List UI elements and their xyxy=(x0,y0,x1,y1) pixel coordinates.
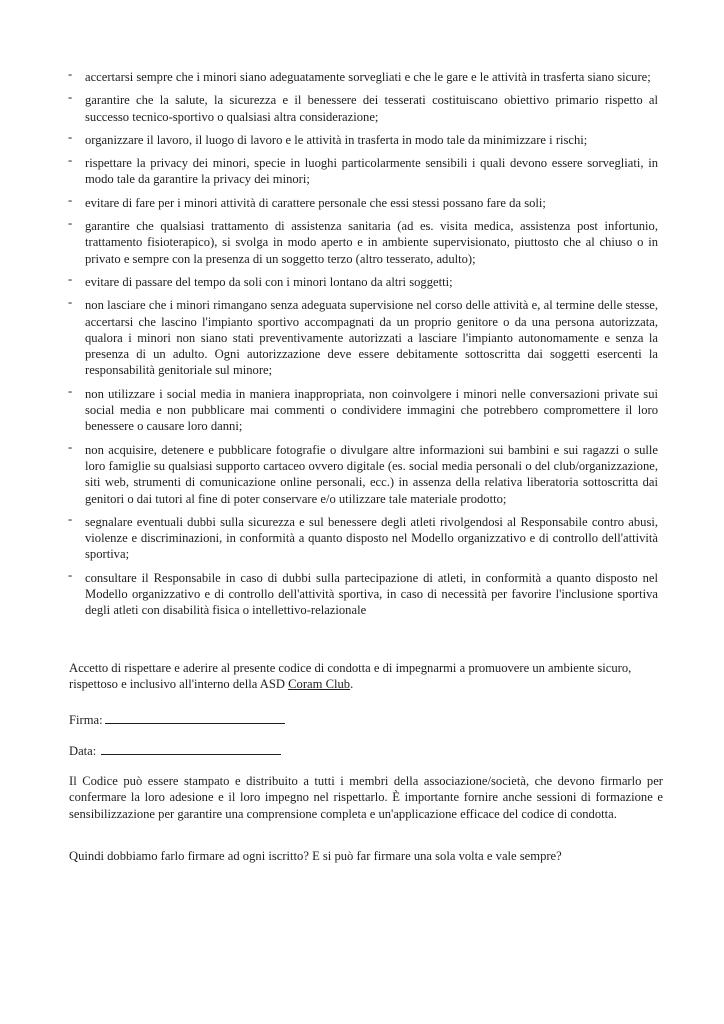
rule-text: non utilizzare i social media in maniera inappropriata, non coinvolgere i minori nelle conversazioni private sui social media e non pubblicare mai commenti o condividere immagini che potrebbero compromettere il loro benessere o causare loro danni; xyxy=(85,386,658,434)
closing-paragraph: Il Codice può essere stampato e distribuito a tutti i membri della associazione/società, che devono firmarlo per confermare la loro adesione e il loro impegno nel rispettarlo. È importante fornire anche sessioni di formazione e sensibilizzazione per garantire una comprensione completa e un'applicazione efficace del codice di condotta. xyxy=(69,774,663,821)
bullet-dash: - xyxy=(68,439,73,454)
rule-text: evitare di passare del tempo da soli con i minori lontano da altri soggetti; xyxy=(85,274,453,289)
rule-text: non acquisire, detenere e pubblicare fotografie o divulgare altre informazioni sui bambini e sui ragazzi o sulle loro famiglie su qualsiasi supporto cartaceo ovvero digitale (es. social media personali o del club/organizzazione, siti web, strumenti di comunicazione online personali, ecc.) in assenza della relativa liberatoria sottoscritta dai genitori o dai tutori al fine di poter conservare e/o utilizzare tale materiale prodotto; xyxy=(85,442,658,506)
acceptance-text: Accetto di rispettare e aderire al presente codice di condotta e di impegnarmi a promuovere un ambiente sicuro, rispettoso e inclusivo all'interno della ASD xyxy=(69,661,632,692)
bullet-dash: - xyxy=(68,192,73,207)
signature-field xyxy=(69,711,285,728)
acceptance-end: . xyxy=(350,677,354,692)
list-item xyxy=(68,129,658,148)
list-item xyxy=(68,271,658,290)
bullet-dash: - xyxy=(68,153,73,168)
bullet-dash: - xyxy=(68,567,73,582)
list-item xyxy=(68,155,658,188)
list-item xyxy=(68,567,658,619)
signature-line xyxy=(105,711,285,724)
date-line xyxy=(101,742,281,755)
conduct-rules-list xyxy=(68,69,658,626)
bullet-dash: - xyxy=(68,271,73,286)
bullet-dash: - xyxy=(68,216,73,231)
date-label: Data: xyxy=(69,744,97,758)
date-field xyxy=(69,742,281,759)
club-name: Coram Club xyxy=(288,677,351,692)
signature-label: Firma: xyxy=(69,713,103,727)
rule-text: organizzare il lavoro, il luogo di lavoro e le attività in trasferta in modo tale da minimizzare i rischi; xyxy=(85,132,588,147)
bullet-dash: - xyxy=(68,129,73,144)
acceptance-statement xyxy=(69,660,664,693)
question-paragraph: Quindi dobbiamo farlo firmare ad ogni iscritto? E si può far firmare una sola volta e vale sempre? xyxy=(69,849,562,863)
list-item xyxy=(68,383,658,435)
list-item xyxy=(68,69,658,85)
rule-text: segnalare eventuali dubbi sulla sicurezza e sul benessere degli atleti rivolgendosi al Responsabile contro abusi, violenze e discriminazioni, in conformità a quanto disposto nel Modello organizzativo e di controllo dell'attività sportiva; xyxy=(85,514,658,562)
bullet-dash: - xyxy=(68,511,73,526)
bullet-dash: - xyxy=(68,67,73,81)
rule-text: garantire che la salute, la sicurezza e il benessere dei tesserati costituiscano obiettivo primario rispetto al successo tecnico-sportivo o qualsiasi altra considerazione; xyxy=(85,93,658,124)
rule-text: evitare di fare per i minori attività di carattere personale che essi stessi possano fare da soli; xyxy=(85,195,546,210)
bullet-dash: - xyxy=(68,90,73,105)
bullet-dash: - xyxy=(68,295,73,310)
rule-text: rispettare la privacy dei minori, specie in luoghi particolarmente sensibili i quali devono essere sorvegliati, in modo tale da garantire la privacy dei minori; xyxy=(85,156,658,187)
rule-text: garantire che qualsiasi trattamento di assistenza sanitaria (ad es. visita medica, assistenza post infortunio, trattamento fisioterapico), si svolga in modo aperto e in ambiente supervisionato, piuttosto che al chiuso o in privato e sempre con la presenza di un soggetto terzo (altro tesserato, adulto); xyxy=(85,219,658,266)
rule-text: non lasciare che i minori rimangano senza adeguata supervisione nel corso delle attività e, al termine delle stesse, accertarsi che lascino l'impianto sportivo accompagnati da un proprio genitore o da una persona autorizzata, qualora i minori non siano stati preventivamente autorizzati a lasciare l'impianto autonomamente e senza la presenza di un adulto. Ogni autorizzazione deve essere debitamente sottoscritta dai soggetti esercenti la responsabilità genitoriale sul minore; xyxy=(85,298,658,378)
list-item xyxy=(68,511,658,563)
list-item xyxy=(68,218,658,267)
list-item xyxy=(68,92,658,125)
list-item xyxy=(68,439,658,507)
rule-text: consultare il Responsabile in caso di dubbi sulla partecipazione di atleti, in conformità a quanto disposto nel Modello organizzativo e di controllo dell'attività sportiva, in caso di necessità per favorire l'inclusione sportiva degli atleti con disabilità fisica o intellettivo-relazionale xyxy=(85,570,658,618)
rule-text: accertarsi sempre che i minori siano adeguatamente sorvegliati e che le gare e le attività in trasferta siano sicure; xyxy=(85,70,651,84)
list-item xyxy=(68,192,658,211)
list-item xyxy=(68,297,658,378)
bullet-dash: - xyxy=(68,383,73,398)
